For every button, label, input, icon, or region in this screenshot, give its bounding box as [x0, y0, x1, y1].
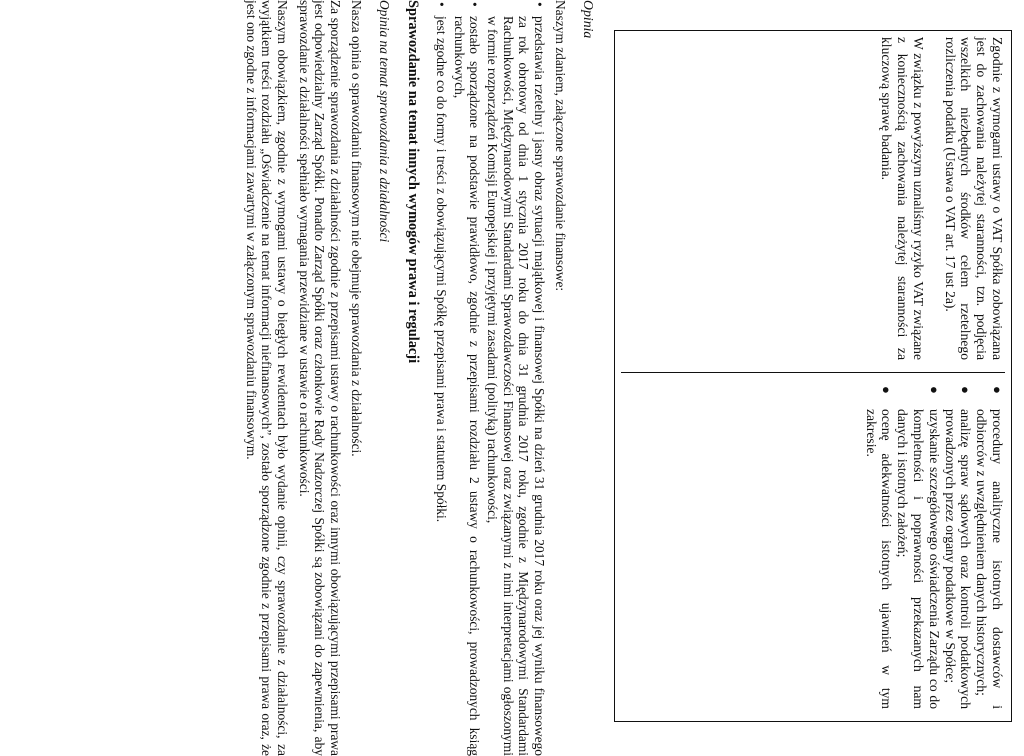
bullet-icon: • — [467, 2, 483, 7]
key-audit-matter-table — [614, 30, 1012, 722]
opinion-intro: Naszym zdaniem, załączone sprawozdanie finansowe: — [553, 0, 569, 292]
kam-paragraph: W związku z powyższym uznaliśmy ryzyko VAT związane z koniecznością zachowania należytej staranności za kluczową sprawę badania. — [879, 37, 926, 360]
audit-response-item: ● ocenę adekwatności istotnych ujawnień w tym zakresie. — [863, 386, 895, 709]
audit-response-item: ● analizę spraw sądowych oraz kontroli podatkowych prowadzonych przez organy podatkowe w Spółce; — [942, 386, 974, 709]
report-paragraph: Za sporządzenie sprawozdania z działalności zgodnie z przepisami ustawy o rachunkowości oraz innymi obowiązującymi przepisami prawa jest odpowiedzialny Zarząd Spółki. Ponadto Zarząd Spółki oraz członkowie Rady Nadzorczej Spółki są zobowiązani do zapewnienia, aby sprawozdanie z działalności spełniało wymagania przewidziane w ustawie o rachunkowości. — [296, 0, 343, 756]
bullet-icon: • — [434, 2, 450, 7]
bullet-icon: • — [531, 2, 547, 7]
key-audit-matter-description — [621, 37, 1005, 373]
opinion-bullet: • przedstawia rzetelny i jasny obraz sytuacji majątkowej i finansowej Spółki na dzień 31 grudnia 2017 roku oraz jej wyniku finansowego za rok obrotowy od dnia 1 stycznia 2017 roku do dnia 31 grudnia 2017 roku, zgodnie z Międzynarodowymi Standardami Rachunkowości, Międzynarodowymi Standardami Sprawozdawczości Finansowej oraz związanymi z nimi interpretacjami ogłoszonymi w formie rozporządzeń Komisji Europejskiej i przyjętymi zasadami (polityką) rachunkowości, — [485, 2, 547, 756]
opinion-title: Opinia — [581, 0, 596, 39]
kam-paragraph: Zgodnie z wymogami ustawy o VAT Spółka zobowiązana jest do zachowania należytej staranności, tzn. podjęcia wszelkich niezbędnych środków celem rzetelnego rozliczenia podatku (Ustawa o VAT art. 17 ust 2a). — [942, 37, 1005, 360]
report-paragraph: Naszym obowiązkiem, zgodnie z wymogami ustawy o biegłych rewidentach było wydanie opinii, czy sprawozdanie z działalności, za wyjątkiem treści rozdziału „Oświadczenie na temat informacji niefinansowych”, zostało sporządzone zgodnie z przepisami prawa oraz, że jest ono zgodne z informacjami zawartymi w załączonym sprawozdaniu finansowym. — [243, 0, 291, 756]
report-paragraph: Nasza opinia o sprawozdaniu finansowym nie obejmuje sprawozdania z działalności. — [349, 0, 365, 457]
audit-response-list — [621, 383, 1005, 709]
audit-response-item: ● procedury analityczne istotnych dostawców i odbiorców z uwzględnieniem danych historycznych; — [974, 386, 1005, 709]
audit-response-item: ● uzyskanie szczegółowego oświadczenia Zarządu co do kompletności i poprawności przekazanych nam danych i istotnych założeń; — [895, 386, 942, 709]
bullet-icon: ● — [879, 386, 895, 394]
bullet-icon: ● — [958, 386, 974, 394]
opinion-bullet: • jest zgodne co do formy i treści z obowiązującymi Spółkę przepisami prawa i statutem Spółki. — [434, 2, 450, 523]
section-subheading: Opinia na temat sprawozdania z działalności — [377, 0, 393, 243]
document-body — [237, 0, 596, 756]
section-heading: Sprawozdanie na temat innych wymogów prawa i regulacji — [404, 0, 421, 364]
bullet-icon: ● — [926, 386, 942, 394]
bullet-icon: ● — [990, 386, 1005, 394]
opinion-bullet: • zostało sporządzone na podstawie prawidłowo, zgodnie z przepisami rozdziału 2 ustawy o rachunkowości, prowadzonych ksiąg rachunkowych, — [451, 2, 483, 756]
